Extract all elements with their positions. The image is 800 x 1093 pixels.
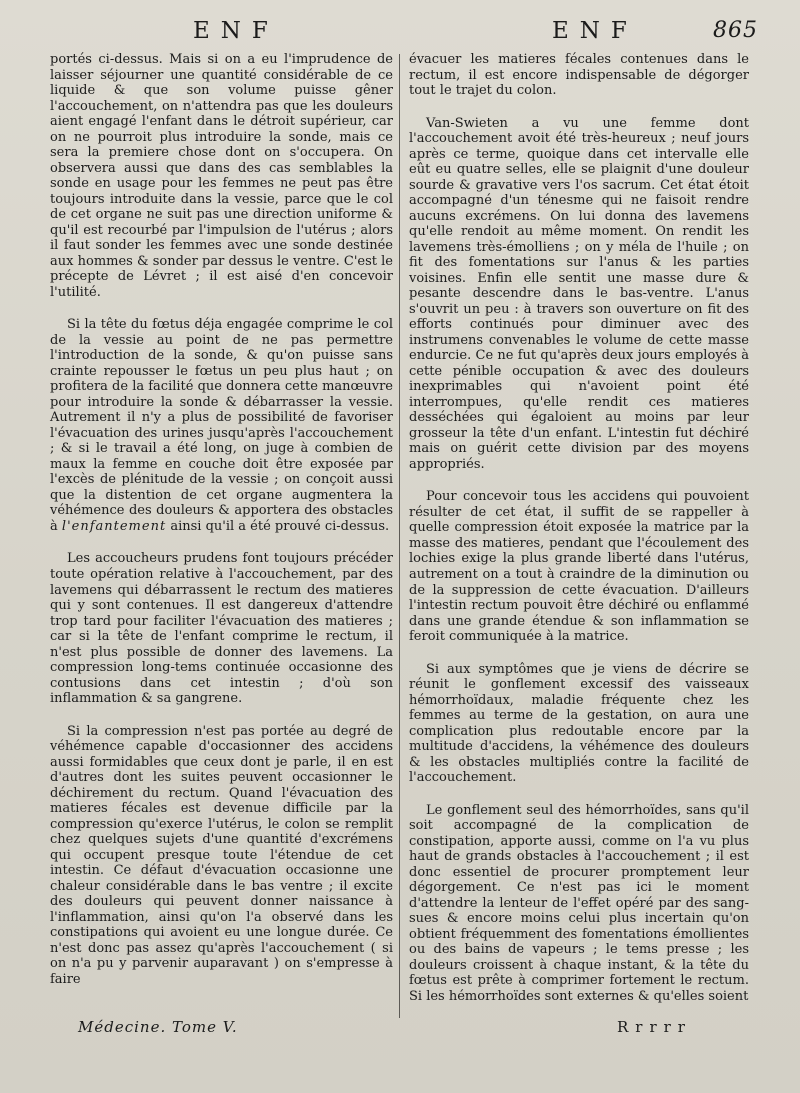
- left-paragraph-2-text: Si la tête du fœtus déja engagée comprime le col de la vessie au point de ne pas permettre l'introduction de la sonde, & qu'on puisse sans crainte repousser le fœtus un peu plus haut ; on profitera de la facilité que donnera cette manœuvre pour introduire la sonde & débarrasser la vessie. Autrement il n'y a plus de possibilité de favoriser l'évacuation des urines jusqu'après l'accouchement ; & si le travail a été long, on juge à combien de maux la femme en couche doit être exposée par l'excès de plénitude de la vessie ; on conçoit aussi que la distention de cet organe augmentera la véhémence des douleurs & apportera des obstacles à: [50, 317, 393, 534]
- right-paragraph-1: évacuer les matieres fécales contenues dans le rectum, il est encore indispensable de dégorger tout le trajet du colon.: [409, 52, 749, 99]
- volume-line: Médecine. Tome V.: [78, 1018, 238, 1036]
- right-column: [409, 52, 749, 1004]
- right-paragraph-5: Le gonflement seul des hémorrhoïdes, sans qu'il soit accompagné de la complication de constipation, apporte aussi, comme on l'a vu plus haut de grands obstacles à l'accouchement ; il est donc essentiel de procurer promptement leur dégorgement. Ce n'est pas ici le moment d'attendre la lenteur de l'effet opéré par des sang-sues & encore moins celui plus incertain qu'on obtient fréquemment des fomentations émollientes ou des bains de vapeurs ; le tems presse ; les douleurs croissent à chaque instant, & la tête du fœtus est prête à comprimer fortement le rectum. Si les hémorrhoïdes sont externes & qu'elles soient: [409, 802, 749, 1004]
- left-paragraph-2: [50, 317, 393, 534]
- left-paragraph-2-tail: ainsi qu'il a été prouvé ci-dessus.: [170, 518, 390, 534]
- right-paragraph-2: Van-Swieten a vu une femme dont l'accouchement avoit été très-heureux ; neuf jours après ce terme, quoique dans cet intervalle elle eût eu quatre selles, elle se plaignit d'une douleur sourde & gravative vers l'os sacrum. Cet état étoit accompagné d'un ténesme qui ne faisoit rendre aucuns excrémens. On lui donna des lavemens qu'elle rendoit au même moment. On rendit les lavemens très-émolliens ; on y méla de l'huile ; on fit des fomentations sur l'anus & les parties voisines. Enfin elle sentit une masse dure & pesante descendre dans le bas-ventre. L'anus s'ouvrit un peu : à travers son ouverture on fit des efforts continués pour diminuer avec des instrumens convenables le volume de cette masse endurcie. Ce ne fut qu'après deux jours employés à cette pénible occupation & avec des douleurs inexprimables qui n'avoient point été interrompues, qu'elle rendit ces matieres desséchées qui égaloient au moins par leur grosseur la tête d'un enfant. L'intestin fut déchiré mais on guérit cette division par des moyens appropriés.: [409, 115, 749, 472]
- running-head-left: ENF: [193, 18, 279, 44]
- running-head-right: ENF: [552, 18, 638, 44]
- left-column: [50, 52, 393, 987]
- left-paragraph-3: Les accoucheurs prudens font toujours précéder toute opération relative à l'accouchement, par des lavemens qui débarrassent le rectum des matieres qui y sont contenues. Il est dangereux d'attendre trop tard pour faciliter l'évacuation des matieres ; car si la tête de l'enfant comprime le rectum, il n'est plus possible de donner des lavemens. La compression long-tems continuée occasionne des contusions dans cet intestin ; d'où son inflammation & sa gangrene.: [50, 551, 393, 707]
- column-divider: [399, 54, 400, 1018]
- left-paragraph-2-italic: l'enfantement: [61, 518, 167, 534]
- right-paragraph-3: Pour concevoir tous les accidens qui pouvoient résulter de cet état, il suffit de se rappeller à quelle compression étoit exposée la matrice par la masse des matieres, pendant que l'écoulement des lochies exige la plus grande liberté dans l'utérus, autrement on a tout à craindre de la diminution ou de la suppression de cette évacuation. D'ailleurs l'intestin rectum pouvoit être déchiré ou enflammé dans une grande étendue & son inflammation se feroit communiquée à la matrice.: [409, 489, 749, 645]
- left-paragraph-4: Si la compression n'est pas portée au degré de véhémence capable d'occasionner des accidens aussi formidables que ceux dont je parle, il en est d'autres dont les suites peuvent occasionner le déchirement du rectum. Quand l'évacuation des matieres fécales est devenue difficile par la compression qu'exerce l'utérus, le colon se remplit chez quelques sujets d'une quantité d'excrémens qui occupent presque toute l'étendue de cet intestin. Ce défaut d'évacuation occasionne une chaleur considérable dans le bas ventre ; il excite des douleurs qui peuvent donner naissance à l'inflammation, ainsi qu'on l'a observé dans les constipations qui avoient eu une longue durée. Ce n'est donc pas assez qu'après l'accouchement ( si on n'a pu y parvenir auparavant ) on s'empresse à faire: [50, 723, 393, 987]
- right-paragraph-4: Si aux symptômes que je viens de décrire se réunit le gonflement excessif des vaisseaux hémorrhoïdaux, maladie fréquente chez les femmes au terme de la gestation, on aura une complication plus redoutable encore par la multitude d'accidens, la véhémence des douleurs & les obstacles multipliés contre la facilité de l'accouchement.: [409, 661, 749, 786]
- page-number: 865: [713, 18, 758, 43]
- running-head: [0, 18, 800, 48]
- left-paragraph-1: portés ci-dessus. Mais si on a eu l'imprudence de laisser séjourner une quantité considérable de ce liquide & que son volume puisse gêner l'accouchement, on n'attendra pas que les douleurs aient engagé l'enfant dans le détroit supérieur, car on ne pourroit plus introduire la sonde, mais ce sera la premiere chose dont on s'occupera. On observera aussi que dans des cas semblables la sonde en usage pour les femmes ne peut pas être toujours introduite dans la vessie, parce que le col de cet organe ne suit pas une direction uniforme & qu'il est recourbé par l'impulsion de l'utérus ; alors il faut sonder les femmes avec une sonde destinée aux hommes & sonder par dessus le ventre. C'est le précepte de Lévret ; il est aisé d'en concevoir l'utilité.: [50, 52, 393, 300]
- page-footer: [0, 1018, 800, 1042]
- signature-mark: Rrrrr: [617, 1018, 692, 1036]
